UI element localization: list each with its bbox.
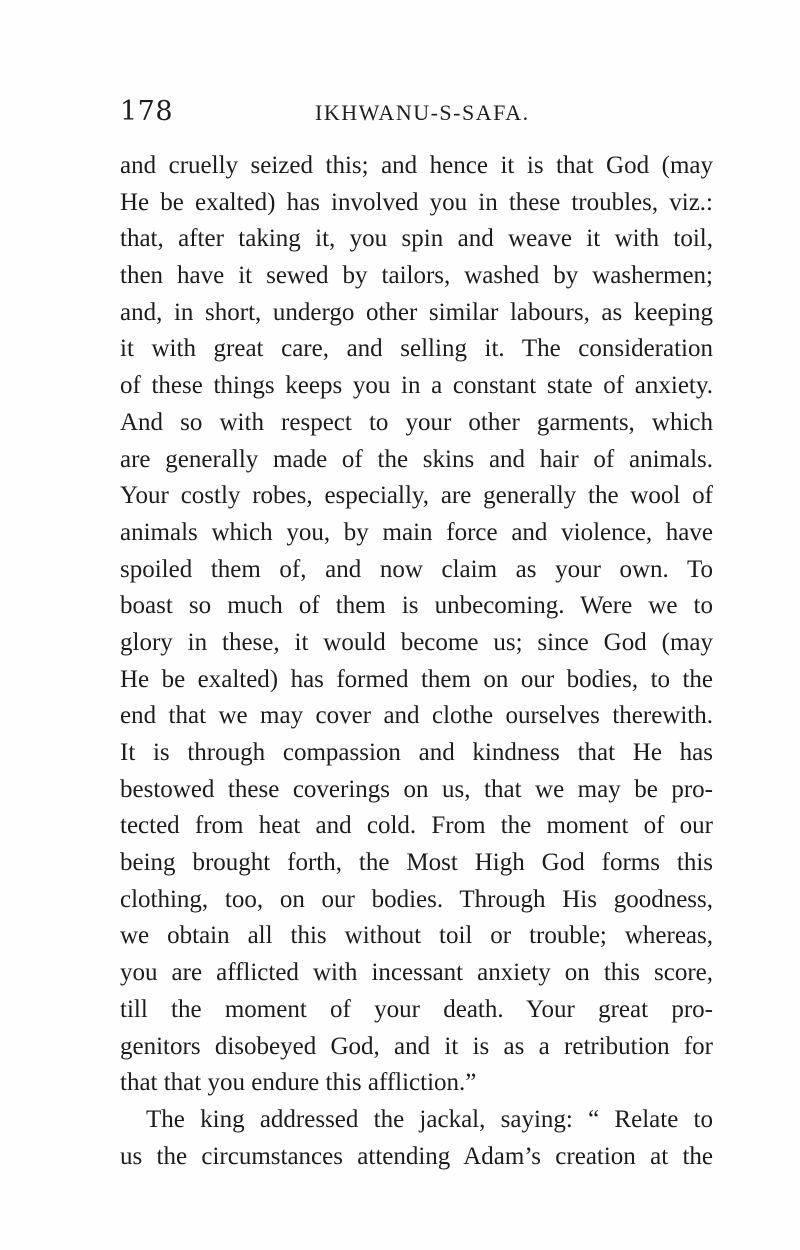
- page-header: [120, 96, 710, 136]
- text-line: animals which you, by main force and violence, have: [120, 518, 713, 546]
- text-line: that that you endure this affliction.”: [120, 1069, 477, 1097]
- text-line: of these things keeps you in a constant state of anxiety.: [120, 372, 713, 400]
- text-line: bestowed these coverings on us, that we may be pro-: [120, 775, 713, 803]
- page-number: 178: [120, 96, 174, 127]
- text-line: and, in short, undergo other similar labours, as keeping: [120, 298, 713, 326]
- text-line: end that we may cover and clothe ourselves therewith.: [120, 702, 713, 730]
- text-line: boast so much of them is unbecoming. Were we to: [120, 592, 713, 620]
- text-line: spoiled them of, and now claim as your own. To: [120, 555, 713, 583]
- text-line: then have it sewed by tailors, washed by washermen;: [120, 262, 713, 290]
- text-line: clothing, too, on our bodies. Through His goodness,: [120, 885, 713, 913]
- text-line: Your costly robes, especially, are generally the wool of: [120, 482, 713, 510]
- text-line: are generally made of the skins and hair of animals.: [120, 445, 713, 473]
- text-line: and cruelly seized this; and hence it is that God (may: [120, 152, 713, 179]
- text-line: tected from heat and cold. From the moment of our: [120, 812, 713, 840]
- text-line: It is through compassion and kindness that He has: [120, 739, 713, 766]
- text-line: And so with respect to your other garments, which: [120, 408, 713, 436]
- text-line: you are afflicted with incessant anxiety on this score,: [120, 959, 713, 987]
- text-line: till the moment of your death. Your great pro-: [120, 995, 713, 1023]
- text-line: we obtain all this without toil or trouble; whereas,: [120, 922, 713, 950]
- text-line: being brought forth, the Most High God forms this: [120, 849, 713, 877]
- text-line: that, after taking it, you spin and weave it with toil,: [120, 225, 713, 253]
- text-line: genitors disobeyed God, and it is as a retribution for: [120, 1032, 713, 1060]
- text-line: glory in these, it would become us; since God (may: [120, 628, 713, 656]
- text-line: The king addressed the jackal, saying: “ Relate to: [146, 1105, 713, 1133]
- body-text: [120, 148, 713, 1175]
- text-line: us the circumstances attending Adam’s creation at the: [120, 1142, 713, 1170]
- running-head: IKHWANU-S-SAFA.: [315, 100, 530, 125]
- text-line: He be exalted) has involved you in these troubles, viz.:: [120, 188, 713, 216]
- text-line: it with great care, and selling it. The consideration: [120, 335, 713, 363]
- text-line: He be exalted) has formed them on our bodies, to the: [120, 665, 713, 693]
